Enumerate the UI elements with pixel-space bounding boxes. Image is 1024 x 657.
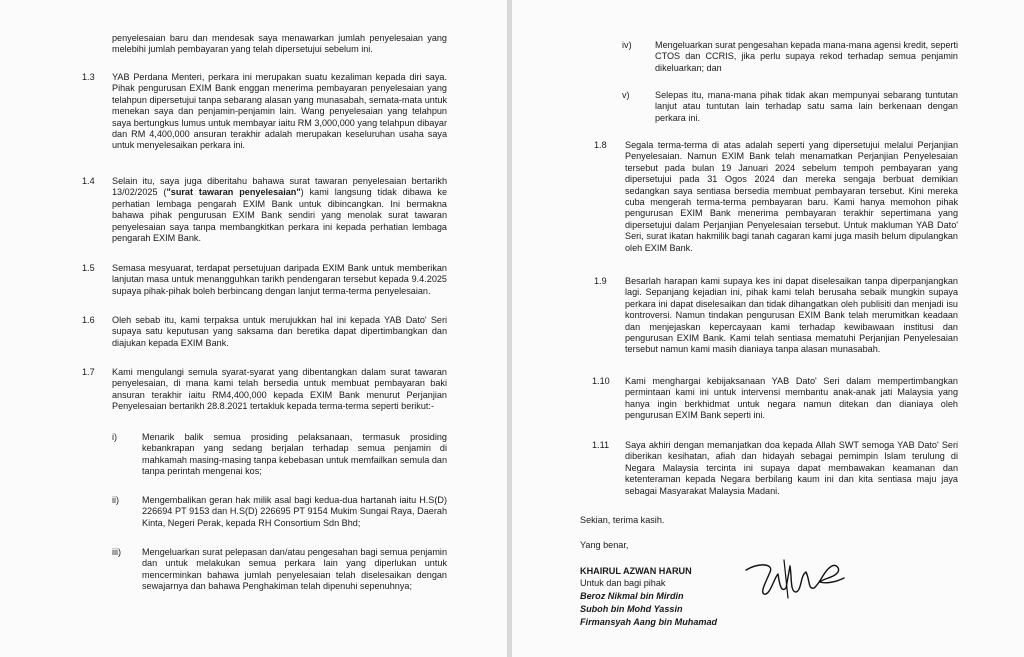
salutation: Yang benar, — [580, 540, 629, 550]
paragraph-1-8: Segala terma-terma di atas adalah seperti yang dipersetujui melalui Perjanjian Penyelesaian. Namun EXIM Bank telah menamatkan Perjanjian Penyelesaian tersebut pada bulan 19 Januari 2024 sebelum tempoh pembayaran yang dipersetujui pada 31 Ogos 2024 dan mereka sengaja berbuat demikian sedangkan saya sentiasa bersedia membuat pembayaran tersebut. Kini mereka cuba mengerah terma-terma pembayaran baru. Kami hanya memohon pihak pengurusan EXIM Bank menerima pembayaran terakhir sepertimana yang dipersetujui dalam Perjanjian Penyelesaian tersebut. Untuk makluman YAB Dato' Seri, surat ikatan hakmilik bagi tanah cagaran kami juga masih belum dipulangkan oleh EXIM Bank. — [625, 140, 958, 253]
handwritten-signature — [740, 548, 850, 608]
signatory-name: KHAIRUL AZWAN HARUN — [580, 566, 692, 576]
on-behalf-label: Untuk dan bagi pihak — [580, 578, 666, 588]
intro-continuation: penyelesaian baru dan mendesak saya menawarkan jumlah penyelesaian yang melebihi jumlah pembayaran yang telah dipersetujui sebelum ini. — [112, 33, 447, 55]
paragraph-1-5: Semasa mesyuarat, terdapat persetujuan daripada EXIM Bank untuk memberikan lanjutan masa untuk menangguhkan tarikh pendengaran tersebut kepada 9.4.2025 supaya pihak-pihak boleh berbincang dengan lanjut terma-terma penyelesaian. — [112, 263, 447, 296]
paragraph-1-11: Saya akhiri dengan memanjatkan doa kepada Allah SWT semoga YAB Dato' Seri diberikan kesihatan, afiah dan hidayah sebagai pemimpin Islam terulung di Negara Malaysia tercinta ini supaya dapat membawakan keamanan dan ketenteraman kepada Negara berbilang kaum ini dan kita sentiasa maju jaya sebagai Masyarakat Malaysia Madani. — [625, 440, 958, 496]
subitem-number: iv) — [622, 40, 632, 50]
party-name: Firmansyah Aang bin Muhamad — [580, 617, 718, 627]
paragraph-1-10: Kami menghargai kebijaksanaan YAB Dato' Seri dalam mempertimbangkan permintaan kami ini untuk intervensi membantu anak-anak jati Malaysia yang hanya ingin berkhidmat untuk negara namun ditekan dan dianiaya oleh pengurusan EXIM Bank seperti ini. — [625, 376, 958, 421]
subitem-number: ii) — [112, 495, 120, 505]
paragraph-1-4 — [112, 176, 447, 244]
subitem-ii: Mengembalikan geran hak milik asal bagi kedua-dua hartanah iaitu H.S(D) 226694 PT 9153 dan H.S(D) 226695 PT 9154 Mukim Sungai Raya, Daerah Kinta, Negeri Perak, kepada RH Consortium Sdn Bhd; — [142, 495, 447, 528]
paragraph-1-4-text-end: ) kami langsung tidak dibawa ke perhatian lembaga pengarah EXIM Bank untuk dibincangkan. Ini bermakna bahawa pihak pengurusan EXIM Bank sendiri yang menolak surat tawaran penyelesaian saya tanpa membangkitkan perkara ini kepada perhatian lembaga pengarah EXIM Bank. — [112, 187, 448, 244]
paragraph-number: 1.11 — [592, 440, 610, 450]
paragraph-number: 1.9 — [594, 276, 607, 286]
subitem-i: Menarik balik semua prosiding pelaksanaan, termasuk prosiding kebankrapan yang sedang berjalan terhadap semua penjamin di mahkamah masing-masing tanpa kebebasan untuk memfailkan semula dan tanpa perintah mengenai kos; — [142, 432, 447, 477]
subitem-v: Selepas itu, mana-mana pihak tidak akan mempunyai sebarang tuntutan lanjut atau tuntutan lain terhadap satu sama lain berkenaan dengan perkara ini. — [655, 90, 958, 123]
letter-page-left — [0, 0, 507, 657]
closing-remark: Sekian, terima kasih. — [580, 515, 665, 525]
subitem-iii: Mengeluarkan surat pelepasan dan/atau pengesahan bagi semua penjamin dan untuk melakukan semua perkara lain yang diperlukan untuk mencerminkan bahawa jumlah penyelesaian telah diselesaikan dengan sewajarnya dan bahawa Penghakiman telah dipenuhi sepenuhnya; — [142, 547, 447, 592]
paragraph-number: 1.5 — [82, 263, 95, 273]
subitem-iv: Mengeluarkan surat pengesahan kepada mana-mana agensi kredit, seperti CTOS dan CCRIS, jika perlu supaya rekod terhadap semua penjamin dikeluarkan; dan — [655, 40, 958, 73]
defined-term: "surat tawaran penyelesaian" — [166, 187, 301, 198]
party-name: Beroz Nikmal bin Mirdin — [580, 591, 684, 601]
paragraph-number: 1.10 — [592, 376, 610, 386]
subitem-number: i) — [112, 432, 118, 442]
paragraph-1-9: Besarlah harapan kami supaya kes ini dapat diselesaikan tanpa diperpanjangkan lagi. Sepanjang kejadian ini, pihak kami telah berusaha sebaik mungkin supaya perkara ini dapat diselesaikan dan tidak dihangatkan oleh publisiti dan menjadi isu kontroversi. Namun tindakan pengurusan EXIM Bank telah merumitkan keadaan dan menjejaskan kepercayaan kami terhadap kewibawaan institusi dan pengurusan EXIM Bank. Kami telah sentiasa mematuhi Perjanjian Penyelesaian tersebut namun kami masih dianiaya tanpa alasan munasabah. — [625, 276, 958, 355]
paragraph-1-7: Kami mengulangi semula syarat-syarat yang dibentangkan dalam surat tawaran penyelesaian, di mana kami telah bersedia untuk membuat pembayaran baki ansuran terakhir iaitu RM4,400,000 kepada EXIM Bank menurut Perjanjian Penyelesaian bertarikh 28.8.2021 tertakluk kepada terma-terma seperti berikut:- — [112, 367, 447, 412]
paragraph-1-3: YAB Perdana Menteri, perkara ini merupakan suatu kezaliman kepada diri saya. Pihak pengurusan EXIM Bank enggan menerima pembayaran penyelesaian yang telahpun dipersetujui tanpa sebarang alasan yang munasabah, semata-mata untuk menekan saya dan penjamin-penjamin lain. Wang penyelesaian yang telahpun saya bertungkus lumus untuk membayar iaitu RM 3,000,000 yang telahpun dibayar dan RM 4,400,000 ansuran terakhir adalah merupakan keseluruhan usaha saya untuk menyelesaikan perkara ini. — [112, 72, 447, 151]
paragraph-number: 1.4 — [82, 176, 95, 186]
paragraph-1-4-text-start: Selain itu, saya juga diberitahu bahawa surat tawaran penyelesaian bertarikh 13/02/2025 ( — [112, 176, 447, 198]
subitem-number: iii) — [112, 547, 122, 557]
paragraph-number: 1.8 — [594, 140, 607, 150]
letter-page-right — [512, 0, 1024, 657]
party-name: Suboh bin Mohd Yassin — [580, 604, 683, 614]
paragraph-number: 1.7 — [82, 367, 95, 377]
subitem-number: v) — [622, 90, 630, 100]
paragraph-number: 1.6 — [82, 315, 95, 325]
paragraph-1-6: Oleh sebab itu, kami terpaksa untuk merujukkan hal ini kepada YAB Dato' Seri supaya satu keputusan yang saksama dan beretika dapat dipertimbangkan dan diajukan kepada EXIM Bank. — [112, 315, 447, 348]
paragraph-number: 1.3 — [82, 72, 95, 82]
